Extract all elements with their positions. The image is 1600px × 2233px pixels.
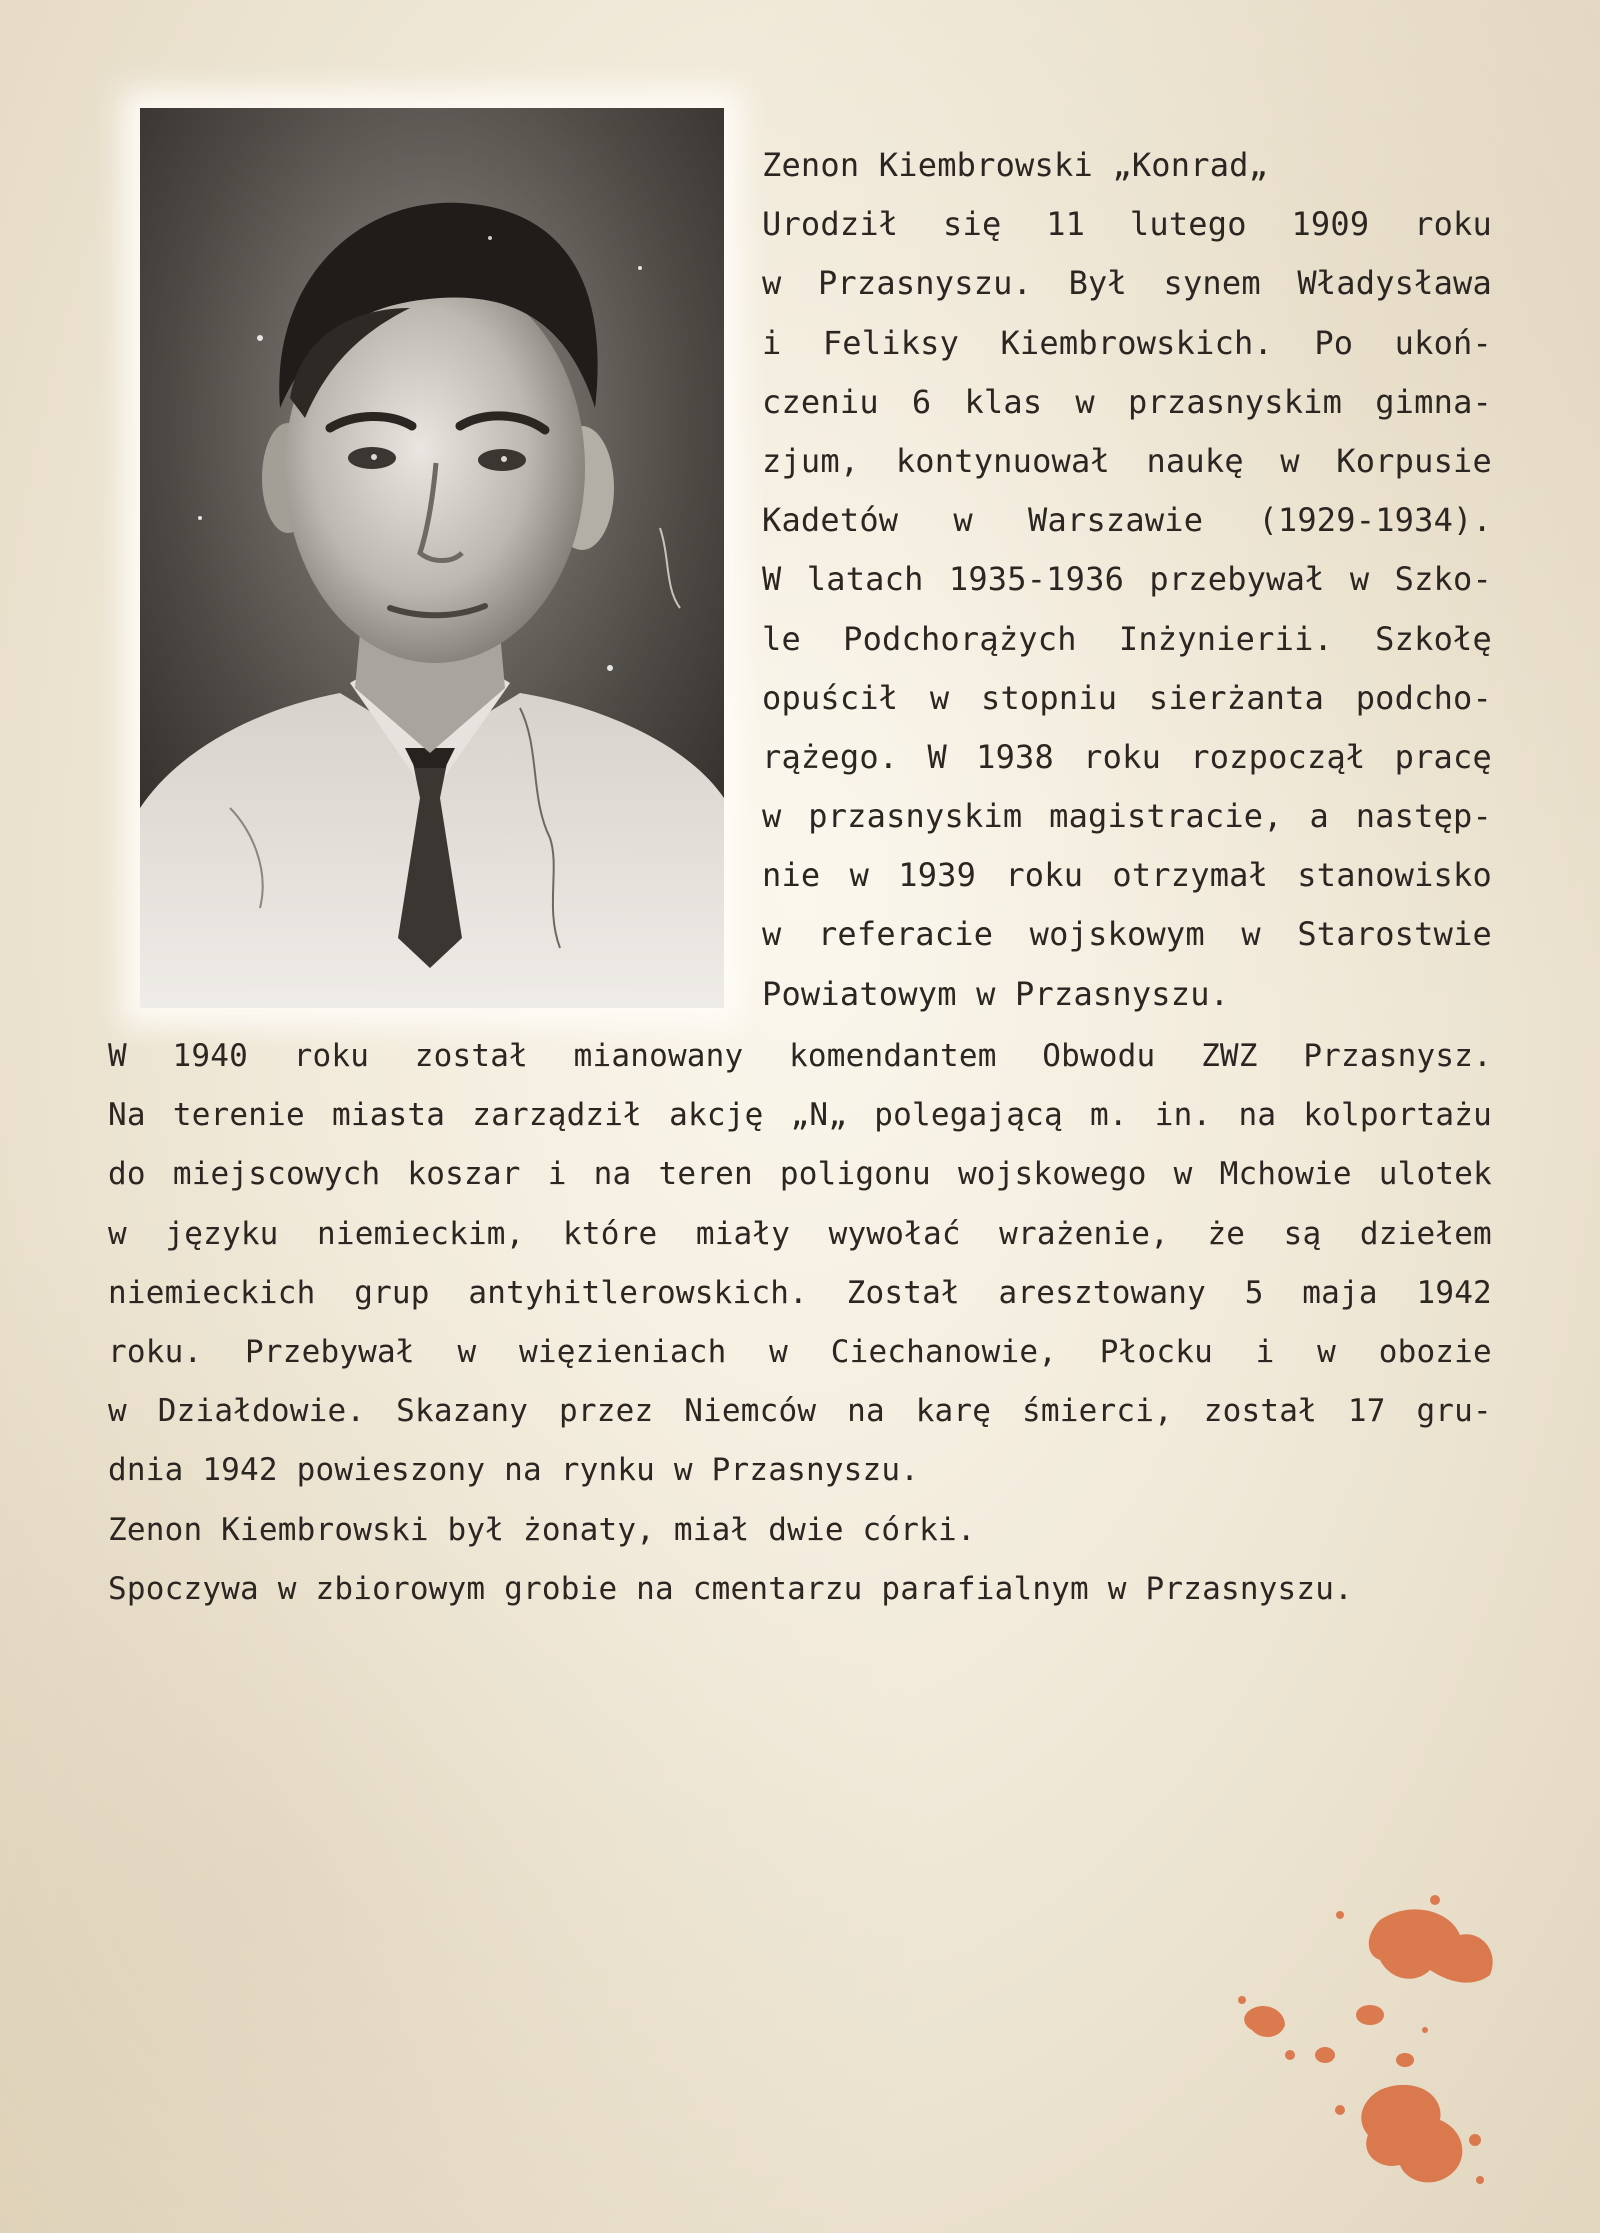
word: do [108,1156,146,1193]
word: le [762,619,801,658]
word: (1929-1934). [1258,501,1492,540]
full-line: Zenon Kiembrowski był żonaty, miał dwie córki. [108,1511,976,1548]
word: zjum, [762,441,860,480]
word: Inżynierii. [1118,619,1333,658]
word: Ciechanowie, [830,1333,1058,1370]
column-line [762,728,1492,787]
word: przasnyskim [808,797,1023,836]
word: w [1075,382,1095,421]
word: W [108,1038,127,1074]
word: klas [964,382,1043,421]
word: i [547,1156,567,1193]
word: 1909 [1291,205,1370,244]
column-line [762,373,1492,432]
word: w [762,797,782,836]
word: w [762,264,782,303]
word: przasnyskim [1127,382,1343,421]
full-line: dnia 1942 powieszony na rynku w Przasnyszu. [108,1452,920,1489]
full-line [108,1205,1492,1264]
full-line: Spoczywa w zbiorowym grobie na cmentarzu parafialnym w Przasnyszu. [108,1570,1353,1607]
word: miejscowych [172,1156,381,1193]
word: Kiembrowskich. [1000,323,1273,362]
column-line [762,905,1492,964]
word: na [593,1156,632,1193]
column-line [762,254,1492,313]
word: dziełem [1359,1215,1492,1252]
word: pracę [1394,737,1492,776]
word: i [1255,1333,1275,1370]
word: Na [108,1097,146,1134]
column-line [762,846,1492,905]
word: Urodził [762,205,899,244]
word: stanowisko [1297,856,1492,895]
word: 1940 [172,1038,248,1074]
word: miały [695,1215,791,1252]
word: 1942 [1416,1274,1492,1311]
word: 11 [1046,205,1086,244]
word: terenie [172,1097,305,1134]
column-line [762,669,1492,728]
word: przez [559,1393,654,1430]
word: roku [1414,205,1492,244]
word: polegającą [874,1097,1063,1134]
word: komendantem [789,1038,997,1074]
word: sierżanta [1148,678,1325,717]
word: są [1283,1215,1322,1252]
word: w [849,856,870,895]
word: wojskowego [957,1156,1147,1193]
word: mianowany [573,1038,744,1074]
word: wywołać [828,1215,961,1252]
word: roku [1083,737,1162,776]
word: Został [846,1274,960,1311]
word: wojskowym [1029,915,1205,954]
word: 1938 [976,737,1054,776]
word: w [953,501,973,540]
word: Starostwie [1297,915,1492,954]
word: teren [658,1156,753,1193]
word: niemieckich [108,1274,316,1311]
word: nie [762,856,821,895]
word: stopniu [980,678,1118,717]
word: w [1317,1333,1337,1370]
word: Szko- [1394,560,1492,599]
word: śmierci, [1022,1393,1173,1430]
word: na [1238,1097,1277,1134]
portrait-image [140,108,724,1008]
full-width-text [108,1027,1492,1619]
word: 1935-1936 [948,560,1125,599]
word: m. [1089,1097,1128,1134]
word: więzieniach [519,1333,727,1370]
word: in. [1154,1097,1212,1134]
word: został [414,1038,528,1074]
word: ulotek [1378,1156,1492,1193]
full-line [108,1264,1492,1323]
word: Podchorążych [843,619,1077,658]
word: wrażenie, [999,1215,1169,1252]
word: Szkołę [1375,619,1492,658]
word: magistracie, [1049,797,1283,836]
word: Przasnyszu. [817,264,1033,303]
word: Mchowie [1219,1156,1352,1193]
word: Po [1314,323,1354,362]
word: Obwodu [1042,1038,1156,1074]
word: ZWZ [1201,1038,1258,1074]
word: Kadetów [762,501,899,540]
word: poligonu [779,1156,931,1193]
word: obozie [1378,1333,1492,1370]
word: na [847,1393,885,1430]
word: Korpusie [1336,441,1492,480]
word: które [563,1215,658,1252]
full-line [108,1145,1492,1204]
word: przebywał [1149,560,1325,599]
full-line [108,1323,1492,1382]
column-line: Zenon Kiembrowski „Konrad„ [762,146,1269,184]
word: że [1207,1215,1246,1252]
word: Warszawie [1028,501,1204,540]
word: i [762,323,782,362]
word: kolportażu [1303,1097,1492,1134]
word: antyhitlerowskich. [468,1274,808,1311]
word: rążego. [762,737,899,776]
word: akcję [669,1097,764,1134]
word: Władysława [1297,264,1492,303]
word: karę [915,1393,992,1430]
word: w [762,915,782,954]
word: 17 [1347,1393,1386,1430]
word: Był [1068,264,1127,303]
full-line [108,1382,1492,1441]
word: w [1241,915,1261,954]
word: roku [1005,856,1084,895]
word: niemieckim, [317,1215,525,1252]
word: otrzymał [1112,856,1269,895]
word: języku [165,1215,279,1252]
word: 5 [1244,1274,1264,1311]
word: gimna- [1375,382,1492,421]
full-line [108,1027,1492,1086]
word: Płocku [1099,1333,1213,1370]
word: 1939 [898,856,977,895]
word: Feliksy [822,323,960,362]
word: maja [1302,1274,1378,1311]
word: Przasnysz. [1303,1038,1492,1074]
word: grup [354,1274,430,1311]
word: rozpoczął [1190,737,1366,776]
column-line [762,314,1492,373]
word: w [1280,441,1300,480]
word: został [1203,1393,1317,1430]
word: w [929,678,950,717]
word: referacie [817,915,994,954]
word: „N„ [790,1097,848,1134]
column-line: Powiatowym w Przasnyszu. [762,974,1230,1013]
word: latach [806,560,924,599]
word: koszar [407,1156,521,1193]
word: w [108,1215,127,1252]
column-line [762,491,1492,550]
word: W [762,560,782,599]
word: aresztowany [998,1274,1207,1311]
word: w [1349,560,1370,599]
word: w [1173,1156,1193,1193]
word: Przebywał [245,1333,415,1370]
column-line [762,787,1492,846]
portrait-photo [140,108,724,1008]
column-line [762,550,1492,609]
photo-side-column [762,136,1492,1024]
word: gru- [1416,1393,1492,1430]
ink-stain-icon [1230,1880,1570,2220]
word: zarządził [472,1097,643,1134]
column-line [762,610,1492,669]
word: a [1309,797,1329,836]
word: Skazany [396,1393,529,1430]
word: miasta [331,1097,446,1134]
word: roku [293,1038,370,1074]
word: naukę [1146,441,1244,480]
word: Niemców [684,1393,817,1430]
word: 6 [911,382,932,421]
word: ukoń- [1394,323,1492,362]
word: opuścił [762,678,899,717]
column-line [762,432,1492,491]
word: podcho- [1355,678,1492,717]
word: kontynuował [895,441,1110,480]
word: lutego [1129,205,1247,244]
word: się [943,205,1002,244]
word: roku. [108,1333,203,1370]
word: Działdowie. [157,1393,366,1430]
word: czeniu [762,382,879,421]
word: następ- [1355,797,1492,836]
word: w [457,1333,477,1370]
full-line [108,1086,1492,1145]
word: w [769,1333,789,1370]
word: synem [1163,264,1261,303]
word: w [108,1393,127,1430]
column-line [762,195,1492,254]
word: W [927,737,947,776]
